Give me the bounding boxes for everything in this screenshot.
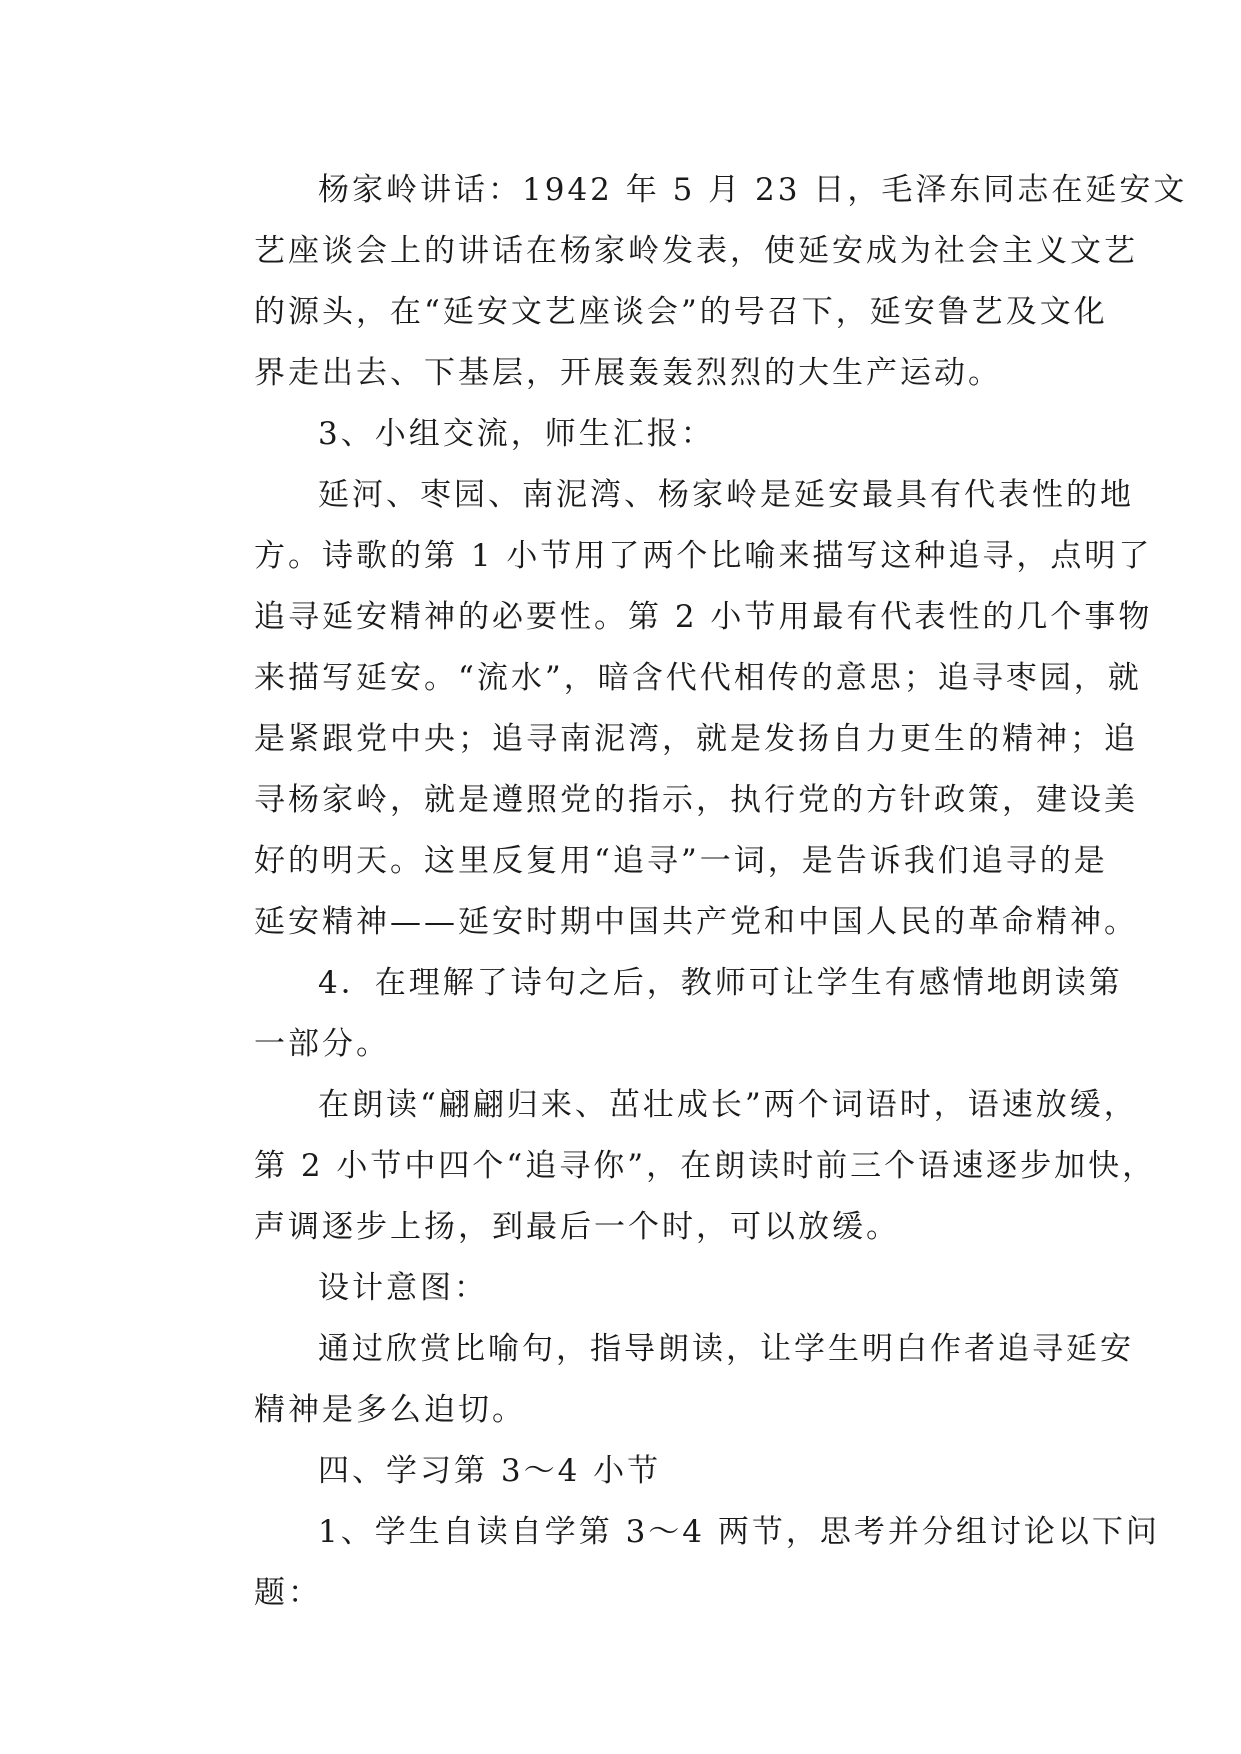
text-line: 精神是多么迫切。 (254, 1392, 526, 1428)
text-line: 界走出去、下基层，开展轰轰烈烈的大生产运动。 (254, 355, 1002, 391)
text-line: 艺座谈会上的讲话在杨家岭发表，使延安成为社会主义文艺 (254, 233, 1138, 269)
text-line: 第 2 小节中四个“追寻你”，在朗读时前三个语速逐步加快， (254, 1148, 1157, 1184)
text-line: 声调逐步上扬，到最后一个时，可以放缓。 (254, 1209, 900, 1245)
text-line: 杨家岭讲话：1942 年 5 月 23 日，毛泽东同志在延安文 (318, 172, 1188, 208)
text-line: 方。诗歌的第 1 小节用了两个比喻来描写这种追寻，点明了 (254, 538, 1153, 574)
text-line: 在朗读“翩翩归来、茁壮成长”两个词语时，语速放缓， (318, 1087, 1138, 1123)
text-line: 延安精神——延安时期中国共产党和中国人民的革命精神。 (254, 904, 1138, 940)
paragraph-reading-pace (190, 1075, 1157, 1258)
paragraph-reading-aloud (190, 953, 1123, 1075)
paragraph-design-intent-heading (190, 1258, 1055, 1319)
text-line: 3、小组交流，师生汇报： (318, 416, 715, 452)
paragraph-design-intent (190, 1319, 1134, 1441)
text-line: 追寻延安精神的必要性。第 2 小节用最有代表性的几个事物 (254, 599, 1153, 635)
text-line: 来描写延安。“流水”，暗含代代相传的意思；追寻枣园，就 (254, 660, 1142, 696)
text-line: 1、学生自读自学第 3～4 两节，思考并分组讨论以下问 (318, 1514, 1160, 1550)
text-line: 题： (254, 1575, 322, 1611)
text-line: 四、学习第 3～4 小节 (318, 1453, 662, 1489)
text-line: 延河、枣园、南泥湾、杨家岭是延安最具有代表性的地 (318, 477, 1134, 513)
text-line: 设计意图： (318, 1270, 488, 1306)
paragraph-yangjialing-speech (190, 160, 1188, 404)
text-line: 的源头，在“延安文艺座谈会”的号召下，延安鲁艺及文化 (254, 294, 1108, 330)
document-body (190, 160, 1188, 1624)
text-line: 好的明天。这里反复用“追寻”一词，是告诉我们追寻的是 (254, 843, 1108, 879)
text-line: 通过欣赏比喻句，指导朗读，让学生明白作者追寻延安 (318, 1331, 1134, 1367)
paragraph-yanan-places (190, 465, 1153, 953)
paragraph-self-study (190, 1502, 1160, 1624)
text-line: 一部分。 (254, 1026, 390, 1062)
text-line: 4．在理解了诗句之后，教师可让学生有感情地朗读第 (318, 965, 1123, 1001)
paragraph-group-report-heading (190, 404, 1055, 465)
text-line: 寻杨家岭，就是遵照党的指示，执行党的方针政策，建设美 (254, 782, 1138, 818)
text-line: 是紧跟党中央；追寻南泥湾，就是发扬自力更生的精神；追 (254, 721, 1138, 757)
section-heading-part-four (190, 1441, 1055, 1502)
